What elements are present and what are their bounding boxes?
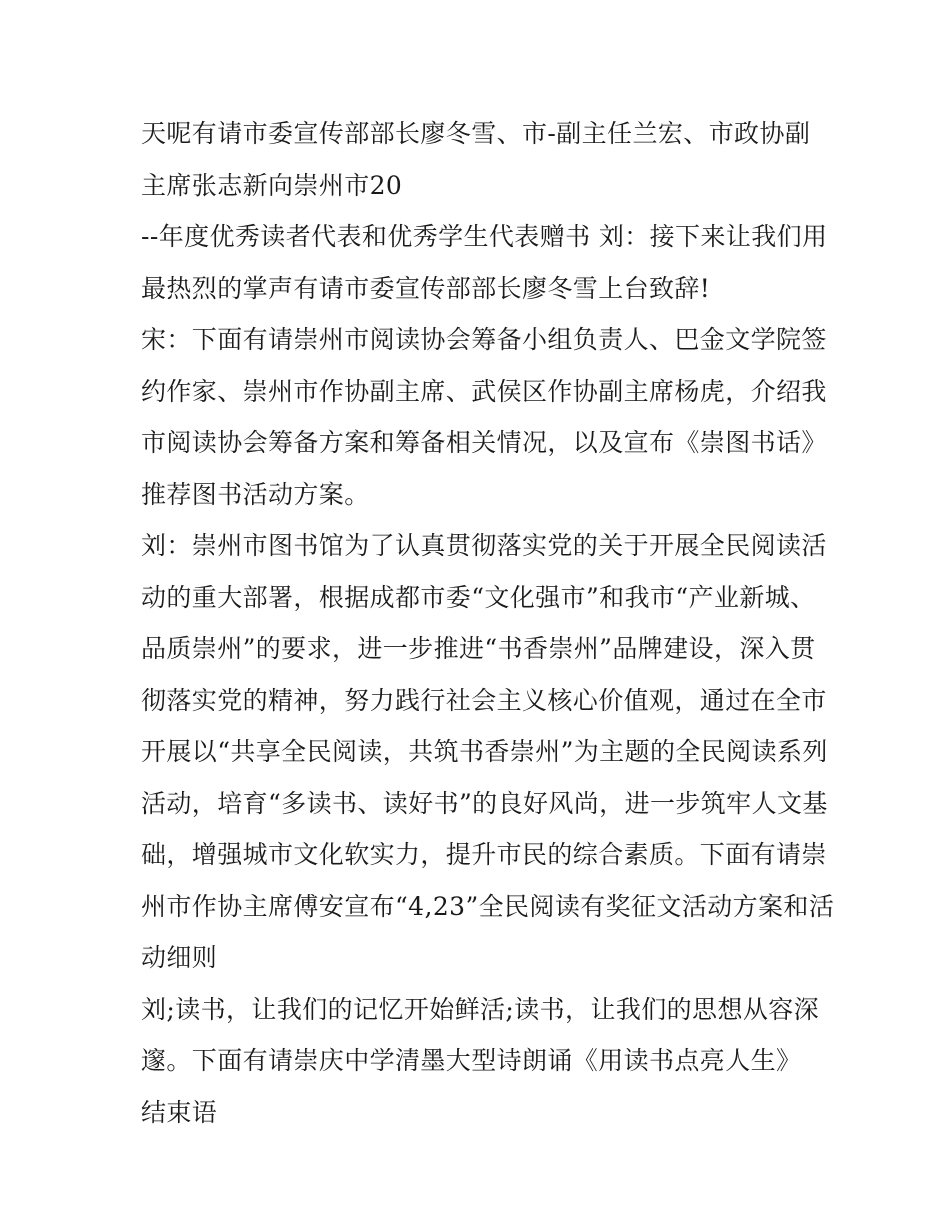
text-line: 品质崇州”的要求，进一步推进“书香崇州”品牌建设，深入贯 bbox=[141, 634, 816, 663]
text-line: 结束语 bbox=[141, 1097, 218, 1127]
text-line: 邃。下面有请崇庆中学清墨大型诗朗诵《用读书点亮人生》 bbox=[141, 1046, 802, 1075]
text-line: 彻落实党的精神，努力践行社会主义核心价值观，通过在全市 bbox=[141, 685, 827, 715]
text-line: 刘;读书，让我们的记忆开始鲜活;读书，让我们的思想从容深 bbox=[141, 994, 820, 1024]
text-line: 动细则 bbox=[141, 943, 218, 972]
text-line: 活动，培育“多读书、读好书”的良好风尚，进一步筑牢人文基 bbox=[141, 788, 828, 818]
text-line: 刘：崇州市图书馆为了认真贯彻落实党的关于开展全民阅读活 bbox=[141, 531, 827, 560]
text-line: --年度优秀读者代表和优秀学生代表赠书 刘：接下来让我们用 bbox=[141, 222, 828, 251]
text-line: 宋：下面有请崇州市阅读协会筹备小组负责人、巴金文学院签 bbox=[141, 325, 827, 354]
text-line: 约作家、崇州市作协副主席、武侯区作协副主席杨虎，介绍我 bbox=[141, 376, 827, 406]
text-line: 础，增强城市文化软实力，提升市民的综合素质。下面有请崇 bbox=[141, 840, 827, 869]
text-line: 最热烈的掌声有请市委宣传部部长廖冬雪上台致辞! bbox=[141, 273, 711, 303]
text-line: 主席张志新向崇州市20 bbox=[141, 170, 403, 200]
text-line: 州市作协主席傅安宣布“4,23”全民阅读有奖征文活动方案和活 bbox=[141, 891, 835, 921]
document-body bbox=[141, 108, 835, 1138]
text-line: 推荐图书活动方案。 bbox=[141, 479, 370, 509]
text-line: 天呢有请市委宣传部部长廖冬雪、市-副主任兰宏、市政协副 bbox=[141, 119, 811, 148]
text-line: 市阅读协会筹备方案和筹备相关情况，以及宣布《崇图书话》 bbox=[141, 428, 827, 457]
text-line: 动的重大部署，根据成都市委“文化强市”和我市“产业新城、 bbox=[141, 582, 816, 612]
text-line: 开展以“共享全民阅读，共筑书香崇州”为主题的全民阅读系列 bbox=[141, 737, 828, 766]
